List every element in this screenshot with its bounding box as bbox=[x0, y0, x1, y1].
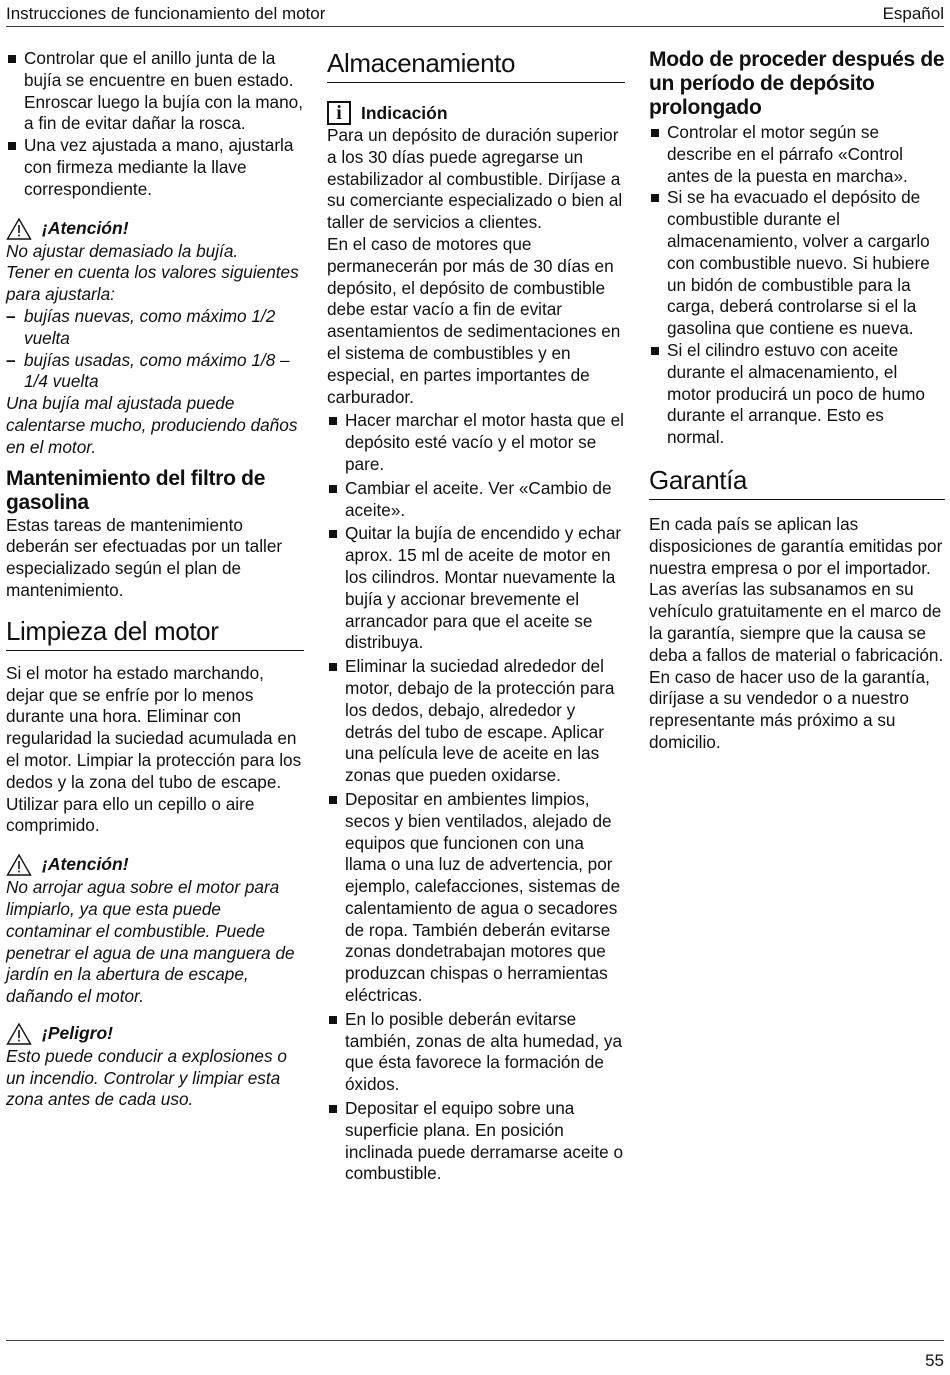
warning-block bbox=[6, 217, 304, 459]
list-item: Cambiar el aceite. Ver «Cambio de aceite». bbox=[327, 478, 625, 522]
list-item: Controlar el motor según se describe en el párrafo «Control antes de la puesta en marcha». bbox=[649, 122, 945, 187]
spark-plug-steps bbox=[6, 48, 304, 201]
warning-triangle-icon bbox=[6, 853, 32, 877]
list-item: Una vez ajustada a mano, ajustarla con firmeza mediante la llave correspondiente. bbox=[6, 135, 304, 200]
list-item: Quitar la bujía de encendido y echar aprox. 15 ml de aceite de motor en los cilindros. Montar nuevamente la bujía y accionar brevemente el arrancador para que el aceite se distribuya. bbox=[327, 523, 625, 654]
section-heading: Almacenamiento bbox=[327, 48, 625, 83]
header-language: Español bbox=[882, 4, 944, 23]
column-right bbox=[649, 48, 945, 754]
info-title: i Indicación bbox=[327, 101, 625, 125]
warning-block bbox=[6, 853, 304, 1008]
list-item: Si se ha evacuado el depósito de combustible durante el almacenamiento, volver a cargarlo con combustible nuevo. Si hubiere un bidón de combustible para la carga, deberá controlarse si el la gasolina que contiene es nueva. bbox=[649, 187, 945, 340]
section-heading: Limpieza del motor bbox=[6, 616, 304, 651]
section-heading: Garantía bbox=[649, 465, 945, 500]
header-title: Instrucciones de funcionamiento del motor bbox=[6, 4, 326, 23]
torque-list bbox=[6, 306, 304, 393]
page-header bbox=[6, 2, 944, 27]
list-item: Si el cilindro estuvo con aceite durante el almacenamiento, el motor producirá un poco de humo durante el arranque. Esto es normal. bbox=[649, 340, 945, 449]
list-item: Depositar el equipo sobre una superficie plana. En posición inclinada puede derramarse aceite o combustible. bbox=[327, 1098, 625, 1185]
page-footer bbox=[6, 1340, 944, 1370]
section-heading: Modo de proceder después de un período de depósito prolongado bbox=[649, 48, 945, 119]
danger-block bbox=[6, 1022, 304, 1111]
danger-text: Esto puede conducir a explosiones o un incendio. Controlar y limpiar esta zona antes de cada uso. bbox=[6, 1045, 287, 1110]
after-storage-steps bbox=[649, 122, 945, 449]
danger-title: ¡Peligro! bbox=[6, 1022, 304, 1046]
warning-text: Una bujía mal ajustada puede calentarse mucho, produciendo daños en el motor. bbox=[6, 393, 298, 457]
filter-section bbox=[6, 467, 304, 602]
column-left bbox=[6, 48, 304, 1111]
warning-text: No arrojar agua sobre el motor para limpiarlo, ya que esta puede contaminar el combustible. Puede penetrar el agua de una manguera de jardín en la abertura de escape, dañando el motor. bbox=[6, 877, 295, 1007]
warning-title: ¡Atención! bbox=[6, 217, 304, 241]
warning-title: ¡Atención! bbox=[6, 853, 304, 877]
list-item: – bujías nuevas, como máximo 1/2 vuelta bbox=[6, 306, 304, 350]
warning-triangle-icon bbox=[6, 217, 32, 241]
page-number: 55 bbox=[925, 1351, 944, 1370]
storage-steps bbox=[327, 410, 625, 1185]
section-heading: Mantenimiento del filtro de gasolina bbox=[6, 466, 266, 514]
list-item: En lo posible deberán evitarse también, zonas de alta humedad, ya que ésta favorece la formación de óxidos. bbox=[327, 1009, 625, 1096]
cleaning-section bbox=[6, 616, 304, 837]
info-icon: i bbox=[327, 101, 351, 125]
list-item: Eliminar la suciedad alrededor del motor, debajo de la protección para los dedos, debajo, alrededor y detrás del tubo de escape. Aplicar una película leve de aceite en las zonas que pueden oxidarse. bbox=[327, 656, 625, 787]
column-middle bbox=[327, 48, 625, 1185]
paragraph: En cada país se aplican las disposiciones de garantía emitidas por nuestra empresa o por el importador. Las averías las subsanamos en su vehículo gratuitamente en el marco de la garantía, siempre que la causa se deba a fallos de material o fabricación. En caso de hacer uso de la garantía, diríjase a su vendedor o a nuestro representante más próximo a su domicilio. bbox=[649, 513, 944, 752]
warning-text: No ajustar demasiado la bujía. bbox=[6, 240, 239, 261]
paragraph: Estas tareas de mantenimiento deberán ser efectuadas por un taller especializado según el plan de mantenimiento. bbox=[6, 514, 283, 600]
danger-triangle-icon bbox=[6, 1022, 32, 1046]
list-item: Hacer marchar el motor hasta que el depósito esté vacío y el motor se pare. bbox=[327, 410, 625, 475]
paragraph: Si el motor ha estado marchando, dejar que se enfríe por lo menos durante una hora. Eliminar con regularidad la suciedad acumulada en el motor. Limpiar la protección para los dedos y la zona del tubo de escape. Utilizar para ello un cepillo o aire comprimido. bbox=[6, 662, 302, 836]
paragraph: En el caso de motores que permanecerán por más de 30 días en depósito, el depósito de combustible debe estar vacío a fin de evitar asentamientos de sedimentaciones en el sistema de combustibles y en especial, en partes importantes de carburador. bbox=[327, 233, 621, 407]
list-item: – bujías usadas, como máximo 1/8 – 1/4 vuelta bbox=[6, 350, 304, 394]
list-item: Controlar que el anillo junta de la bujía se encuentre en buen estado. Enroscar luego la bujía con la mano, a fin de evitar dañar la rosca. bbox=[6, 48, 304, 135]
info-text: Para un depósito de duración superior a los 30 días puede agregarse un estabilizador al combustible. Diríjase a su comerciante especializado o bien al taller de servicios a clientes. bbox=[327, 125, 623, 233]
list-item: Depositar en ambientes limpios, secos y bien ventilados, alejado de equipos que funcionen con una llama o una luz de advertencia, por ejemplo, calefacciones, sistemas de calentamiento de agua o secadores de ropa. También deberán evitarse zonas dondetrabajan motores que produzcan chispas o herramientas eléctricas. bbox=[327, 789, 625, 1007]
warning-text: Tener en cuenta los valores siguientes para ajustarla: bbox=[6, 262, 299, 305]
